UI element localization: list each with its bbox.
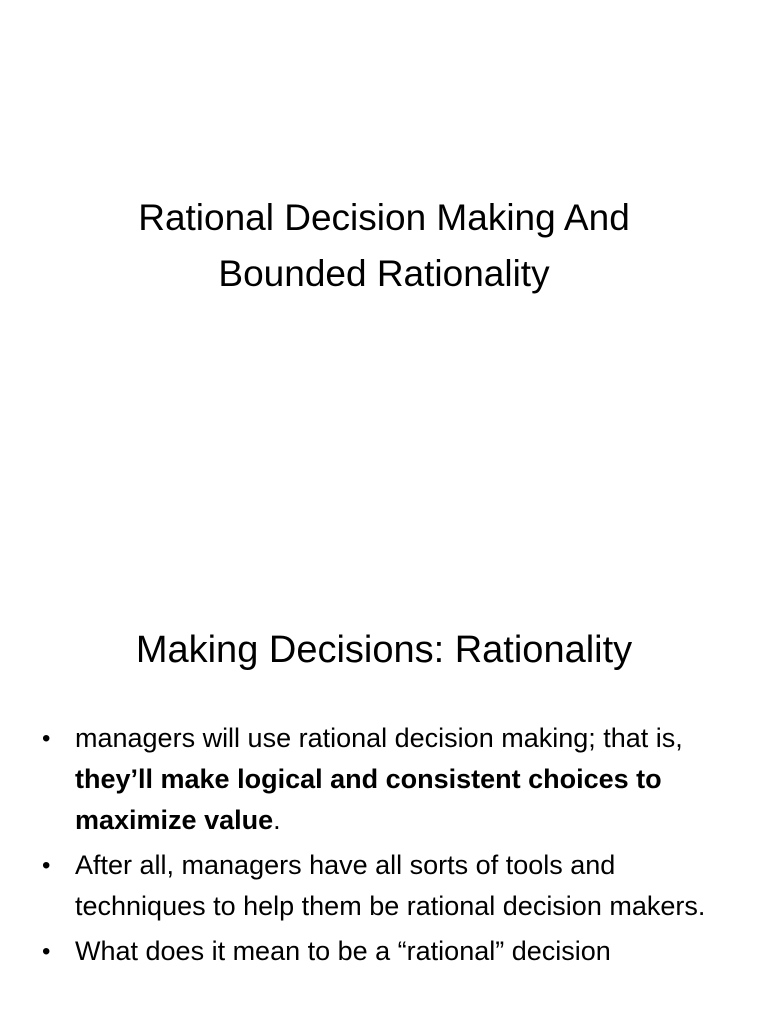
slide-1-title — [40, 190, 728, 302]
bullet-item-1 — [40, 718, 728, 841]
bullet-text: After all, managers have all sorts of tools and techniques to help them be rational decision makers. — [75, 850, 706, 921]
bullet-text-bold: they’ll make logical and consistent choices to maximize value — [75, 764, 662, 835]
bullet-text-plain: managers will use rational decision making; that is, — [75, 723, 683, 753]
bullet-list — [40, 718, 728, 976]
bullet-text-end: . — [273, 805, 281, 835]
bullet-item-2 — [40, 845, 728, 927]
bullet-icon: • — [42, 725, 51, 752]
slide-1-title-line-1: Rational Decision Making And — [138, 197, 630, 238]
slide-2 — [0, 576, 768, 1024]
bullet-icon: • — [42, 938, 51, 965]
slide-1-title-line-2: Bounded Rationality — [218, 253, 550, 294]
bullet-icon: • — [42, 852, 51, 879]
slide-2-title: Making Decisions: Rationality — [135, 629, 633, 671]
bullet-text: What does it mean to be a “rational” decision — [75, 936, 611, 966]
bullet-item-3 — [40, 931, 728, 972]
